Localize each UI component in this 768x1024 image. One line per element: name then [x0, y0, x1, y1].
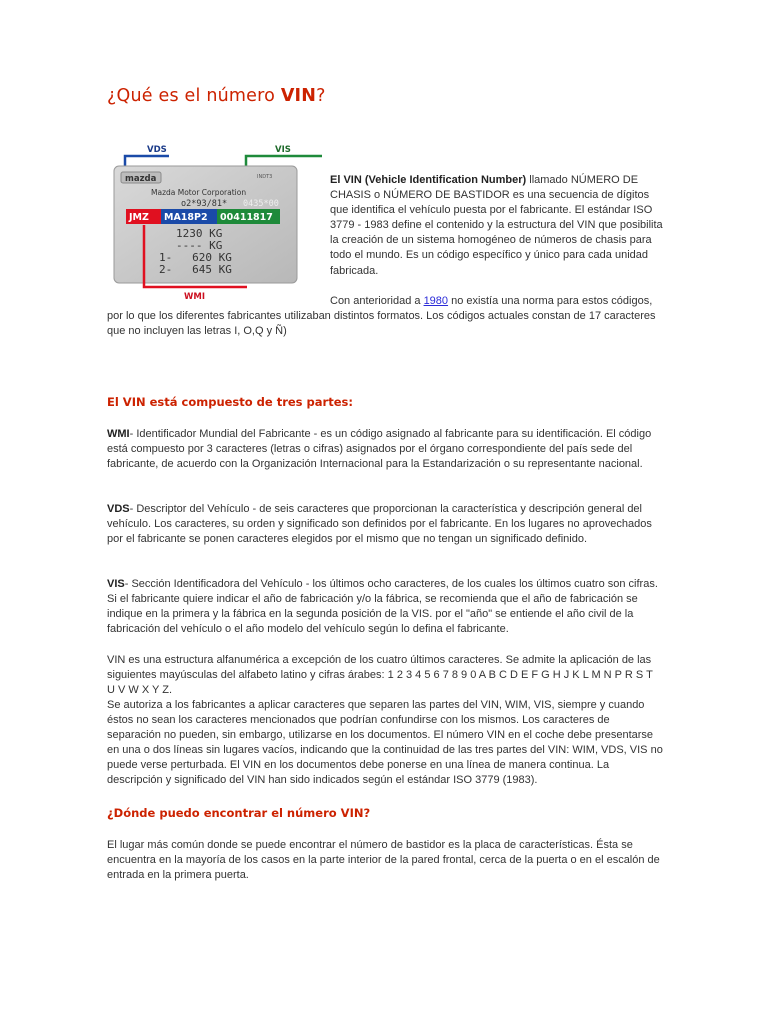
intro-paragraph-2-rest: por lo que los diferentes fabricantes utilizaban distintos formatos. Los códigos actuales constan de 17 caracteres que no incluyen las letras I, O,Q y Ñ): [107, 310, 656, 338]
intro-paragraph-2-line1: [330, 294, 664, 309]
page-title: [107, 86, 326, 106]
vin-stamp-line: o2*93/81*: [181, 199, 228, 209]
vis-term: VIS: [107, 578, 125, 590]
weight-line-1: 1230 KG: [176, 227, 223, 240]
vin-plate-image: [107, 140, 327, 305]
vis-paragraph: [107, 577, 663, 637]
title-bold: VIN: [280, 86, 317, 106]
weight-line-3: 1- 620 KG: [159, 251, 232, 264]
vds-definition: - Descriptor del Vehículo - de seis caracteres que proporcionan la característica y descripción general del vehículo. Los caracteres, su orden y significado son definidos por el fabricante. En los lugares no aprovechados por el fabricante se ponen caracteres elegidos por el mismo que no tengan un significado definido.: [107, 503, 652, 546]
intro-text: llamado NÚMERO DE CHASIS o NÚMERO DE BASTIDOR es una secuencia de dígitos que identifica el vehículo puesta por el fabricante. El estándar ISO 3779 - 1983 define el contenido y la estructura del VIN que posibilita la creación de un sistema homogéneo de números de chasis para todo el mundo. Es un código específico y único para cada unidad fabricada.: [330, 174, 663, 277]
weight-line-4: 2- 645 KG: [159, 263, 232, 276]
separators-paragraph: Se autoriza a los fabricantes a aplicar caracteres que separen las partes del VIN, WIM, VIS, siempre y cuando éstos no sean los caracteres mencionados que podrían confundirse con los mismos. Los caracteres de separación no pueden, sin embargo, utilizarse en los documentos. El número VIN en el coche debe presentarse en una o dos líneas sin lugares vacíos, indicando que la continuidad de las tres partes del VIN: WIM, VDS, VIS no puede verse perturbada. El VIN en los documentos debe ponerse en una línea de manera continua. La descripción y significado del VIN han sido indicados según el estándar ISO 3779 (1983).: [107, 699, 663, 787]
section-heading-location: ¿Dónde puedo encontrar el número VIN?: [107, 806, 371, 820]
weight-line-2: ---- KG: [176, 239, 223, 252]
wmi-segment-text: JMZ: [129, 212, 149, 223]
label-wmi: WMI: [184, 292, 205, 302]
intro-paragraph-1: [330, 173, 664, 279]
title-suffix: ?: [316, 86, 326, 106]
location-paragraph: El lugar más común donde se puede encontrar el número de bastidor es la placa de características. Ésta se encuentra en la mayoría de los casos en la parte interior de la pared frontal, cerca de la puerta o en el escalón de entrada en la primera puerta.: [107, 839, 660, 882]
vin-stamp-tail: 0435*00: [243, 199, 279, 209]
section-heading-parts: El VIN está compuesto de tres partes:: [107, 395, 353, 409]
vis-segment-text: 00411817: [220, 212, 273, 223]
title-prefix: ¿Qué es el número: [107, 86, 281, 106]
year-1980-link[interactable]: 1980: [423, 295, 449, 307]
vds-term: VDS: [107, 503, 130, 515]
alphanumeric-paragraph: VIN es una estructura alfanumérica a excepción de los cuatro últimos caracteres. Se admite la aplicación de las siguientes mayúsculas del alfabeto latino y cifras árabes: 1 2 3 4 5 6 7 8 9 0 A B C D E F G H J K L M N P R S T U V W X Y Z.: [107, 654, 653, 697]
vds-segment-text: MA18P2: [164, 212, 208, 223]
intro-bold: El VIN (Vehicle Identification Number): [330, 174, 527, 186]
wmi-term: WMI: [107, 428, 130, 440]
vds-paragraph: [107, 502, 663, 547]
vis-definition: - Sección Identificadora del Vehículo - los últimos ocho caracteres, de los cuales los últimos cuatro son cifras. Si el fabricante quiere indicar el año de fabricación y/o la fábrica, se recomienda que el año de fabricación se indique en la primera y la fábrica en la segunda posición de la VIS. por el "año" se entiende el año civil de la fabricación del vehículo o el año modelo del vehículo según lo defina el fabricante.: [107, 578, 658, 636]
vin-plate-svg: [107, 140, 327, 305]
wmi-definition: - Identificador Mundial del Fabricante - es un código asignado al fabricante para su identificación. El código está compuesto por 3 caracteres (letras o cifras) asignados por el órgano correspondiente del país sede del fabricante, de acuerdo con la Organización Internacional para la Estandarización o su representante nacional.: [107, 428, 652, 471]
brand-name: mazda: [125, 174, 157, 184]
plate-code: INDT3: [257, 174, 273, 180]
label-vis: VIS: [275, 145, 291, 155]
intro-p2-line1-rest: no existía una norma para estos códigos,: [448, 295, 653, 307]
corp-name: Mazda Motor Corporation: [151, 188, 247, 197]
label-vds: VDS: [147, 145, 167, 155]
intro-p2-start: Con anterioridad a: [330, 295, 424, 307]
wmi-paragraph: [107, 427, 663, 472]
